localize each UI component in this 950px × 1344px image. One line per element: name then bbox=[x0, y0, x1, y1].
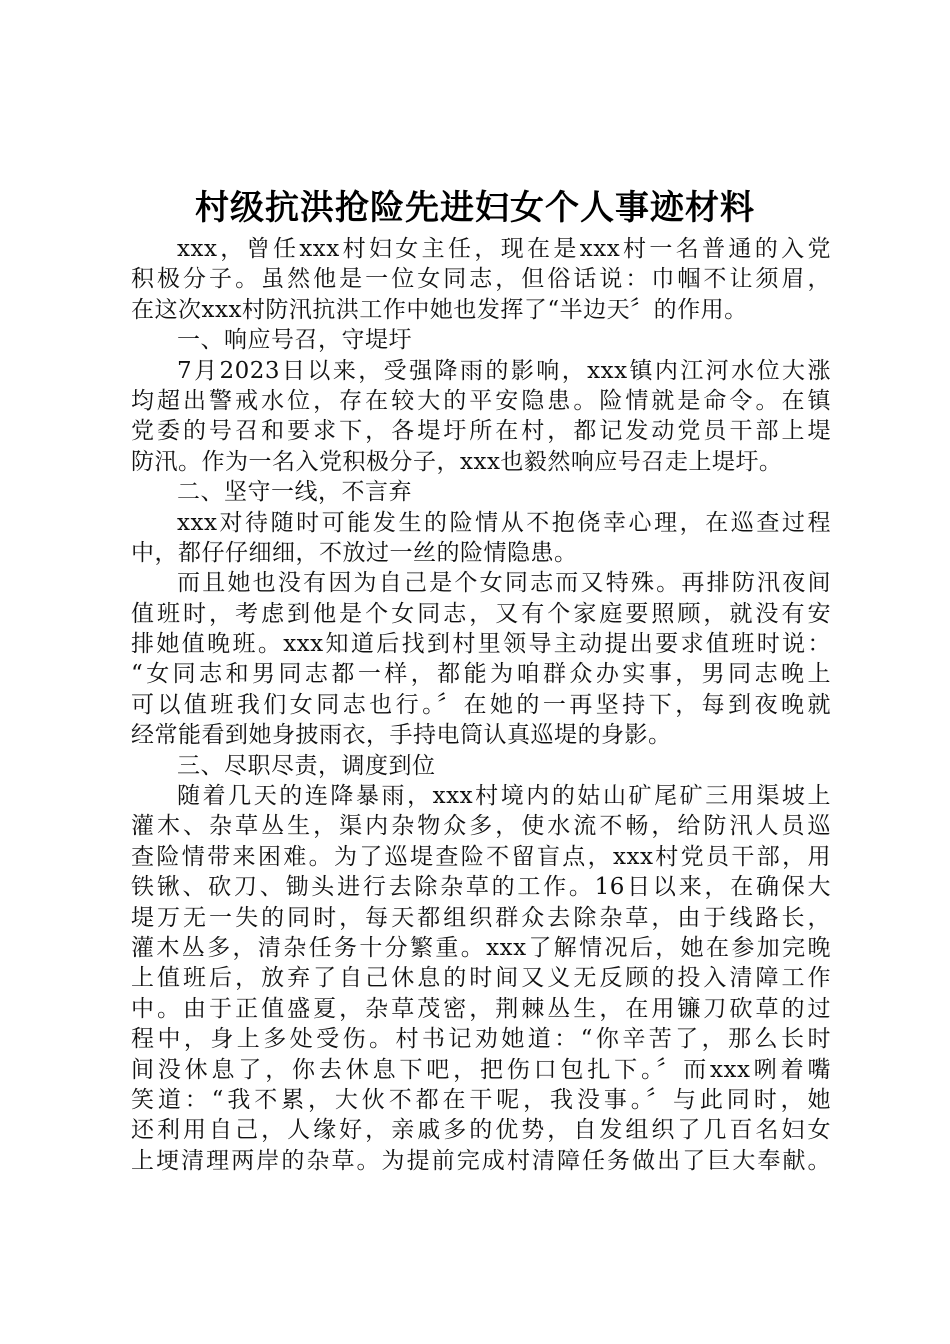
paragraph-line: 还利用自己，人缘好，亲戚多的优势，自发组织了几百名妇女 bbox=[131, 1117, 831, 1144]
paragraph-line: 程中，身上多处受伤。村书记劝她道：“你辛苦了，那么长时 bbox=[131, 1026, 831, 1053]
paragraph-line: 铁锹、砍刀、锄头进行去除杂草的工作。16日以来，在确保大 bbox=[131, 874, 831, 901]
paragraph-line: 堤万无一失的同时，每天都组织群众去除杂草，由于线路长， bbox=[131, 904, 831, 931]
paragraph-line: 间没休息了，你去休息下吧，把伤口包扎下。〞而xxx咧着嘴 bbox=[131, 1056, 831, 1083]
paragraph-line: 灌木丛多，清杂任务十分繁重。xxx了解情况后，她在参加完晚 bbox=[131, 934, 831, 961]
paragraph-line: 笑道：“我不累，大伙不都在干呢，我没事。〞与此同时，她 bbox=[131, 1086, 831, 1113]
paragraph-line: 上埂清理两岸的杂草。为提前完成村清障任务做出了巨大奉献。 bbox=[131, 1147, 831, 1174]
section-heading: 一、响应号召，守堤圩 bbox=[177, 327, 412, 354]
section-heading: 三、尽职尽责，调度到位 bbox=[177, 752, 436, 779]
paragraph-line: 经常能看到她身披雨衣，手持电筒认真巡堤的身影。 bbox=[131, 722, 672, 749]
paragraph-line: xxx，曾任xxx村妇女主任，现在是xxx村一名普通的入党 bbox=[177, 236, 831, 262]
document-body bbox=[131, 234, 831, 1176]
paragraph-line: 党委的号召和要求下，各堤圩所在村，都记发动党员干部上堤 bbox=[131, 418, 831, 445]
document-title: 村级抗洪抢险先进妇女个人事迹材料 bbox=[195, 188, 755, 228]
paragraph-line: 灌木、杂草丛生，渠内杂物众多，使水流不畅，给防汛人员巡 bbox=[131, 813, 831, 840]
paragraph-line: 7月2023日以来，受强降雨的影响，xxx镇内江河水位大涨 bbox=[177, 357, 831, 384]
paragraph-line: 均超出警戒水位，存在较大的平安隐患。险情就是命令。在镇 bbox=[131, 387, 831, 414]
paragraph-line: 值班时，考虑到他是个女同志，又有个家庭要照顾，就没有安 bbox=[131, 600, 831, 627]
paragraph-line: 在这次xxx村防汛抗洪工作中她也发挥了“半边天〞的作用。 bbox=[131, 296, 748, 323]
paragraph-line: 而且她也没有因为自己是个女同志而又特殊。再排防汛夜间 bbox=[177, 570, 831, 597]
paragraph-line: 中，都仔仔细细，不放过一丝的险情隐患。 bbox=[131, 539, 578, 566]
paragraph-line: 中。由于正值盛夏，杂草茂密，荆棘丛生，在用镰刀砍草的过 bbox=[131, 995, 831, 1022]
paragraph-line: 可以值班我们女同志也行。〞在她的一再坚持下，每到夜晚就 bbox=[131, 691, 831, 718]
paragraph-line: 上值班后，放弃了自己休息的时间又义无反顾的投入清障工作 bbox=[131, 965, 831, 992]
paragraph-line: 查险情带来困难。为了巡堤查险不留盲点，xxx村党员干部，用 bbox=[131, 843, 831, 870]
section-heading: 二、坚守一线，不言弃 bbox=[177, 479, 412, 506]
paragraph-line: 随着几天的连降暴雨，xxx村境内的姑山矿尾矿三用渠坡上 bbox=[177, 783, 831, 810]
paragraph-line: 积极分子。虽然他是一位女同志，但俗话说：巾帼不让须眉， bbox=[131, 266, 831, 293]
paragraph-line: xxx对待随时可能发生的险情从不抱侥幸心理，在巡查过程 bbox=[177, 509, 831, 536]
paragraph-line: 防汛。作为一名入党积极分子，xxx也毅然响应号召走上堤圩。 bbox=[131, 448, 783, 475]
paragraph-line: 排她值晚班。xxx知道后找到村里领导主动提出要求值班时说： bbox=[131, 631, 831, 658]
paragraph-line: “女同志和男同志都一样，都能为咱群众办实事，男同志晚上 bbox=[131, 661, 831, 688]
